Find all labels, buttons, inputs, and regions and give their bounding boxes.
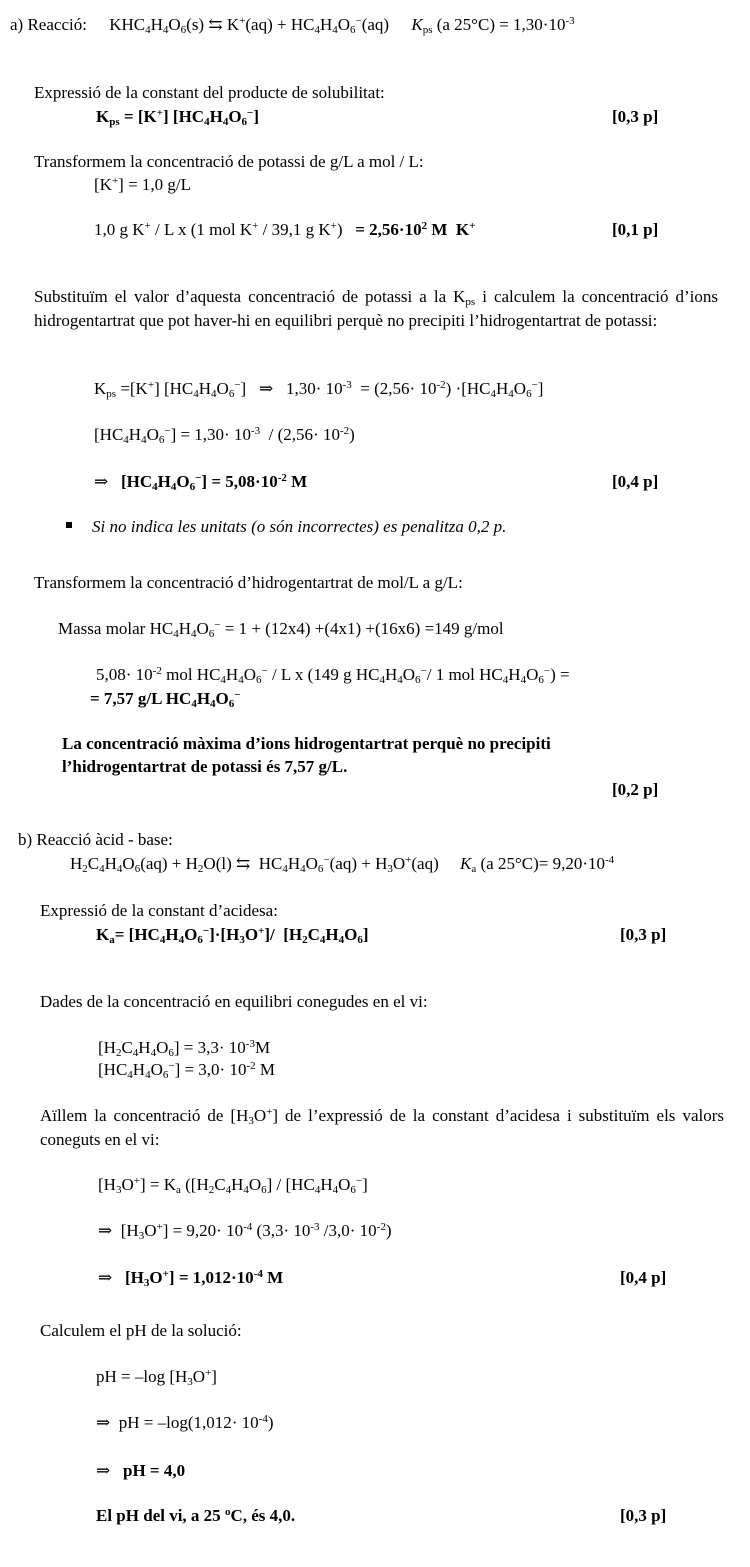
isolate-paragraph: Aïllem la concentració de $[H_3O^+]$ de l’expressió de la constant d’acidesa i substituïm els valors coneguts en el vi: [40,1106,724,1149]
hc-concentration: $[HC_4H_4O_6^-] = 3,0\cdot 10^{-2}$ M [98,1060,276,1081]
kps-expression: $K_{ps} = [K^+]$ $[HC_4H_4O_6^-]$ [96,107,259,128]
data-heading: Dades de la concentració en equilibri conegudes en el vi: [40,992,428,1011]
h3o-score: [0,4 p] [620,1268,667,1287]
molar-mass: Massa molar $HC_4H_4O_6^- = 1 + (12x4) +(4x1) +(16x6) =149$ g/mol [58,619,504,640]
h3o-substitution: ⇒ $[H_3O^+] = 9,20\cdot 10^{-4}$ ($3,3\cdot 10^{-3}$ $/3,0\cdot 10^{-2}$) [98,1221,392,1242]
k-concentration: [K+] = 1,0 g/L [94,175,192,194]
substitution-paragraph: Substituïm el valor d’aquesta concentració de potassi a la $K_{ps}$ i calculem la concentració d’ions hidrogentartrat que pot haver-hi en equilibri perquè no precipiti l’hidrogentartrat de potassi: [34,287,718,330]
ph-formula: pH = –log $[H_3O^+]$ [96,1367,217,1388]
k-conversion: 1,0 g K+ / L x (1 mol K+ / 39,1 g $K^+) = 2,56\cdot 10^2$ M K+ [94,220,476,239]
part-a-heading [10,14,575,35]
reaction-b-equation: $H_2C_4H_4O_6(aq) + H_2O(l)$ ⇆ $HC_4H_4O_6^-(aq) + H_3O^+(aq)$ $K_a$ (a $25^\circ C)= 9,20\cdot 10^{-4}$ [70,854,615,875]
hc-score: [0,4 p] [612,472,659,491]
mass-conversion: $5,08\cdot 10^{-2}$ mol $HC_4H_4O_6^-$ / L x (149 g $HC_4H_4O_6^-/$ 1 mol $HC_4H_4O_6^-$) = [96,665,570,686]
part-b-title: Reacció àcid - base: [36,830,173,849]
kps-value: $K_{ps}$ (a $25^\circ C) = 1,30\cdot 10^{-3}$ [411,15,575,36]
ph-substitution: ⇒ pH = $-\log(1,012\cdot 10^{-4})$ [96,1413,274,1432]
conclusion-a-score: [0,2 p] [612,780,659,799]
k-conversion-score: [0,1 p] [612,220,659,239]
penalty-bullet [66,522,72,528]
mass-result: = 7,57 g/L $HC_4H_4O_6^-$ [90,689,241,710]
final-score: [0,3 p] [620,1506,667,1525]
conclusion-a-line2: l’hidrogentartrat de potassi és 7,57 g/L. [62,757,348,776]
kps-substitution: $K_{ps} =[K^+]$ $[HC_4H_4O_6^-]$ ⇒ $1,30\cdot 10^{-3} = (2,56\cdot 10^{-2}) \cdot[HC_4H_4O_6^-]$ [94,379,544,400]
ka-heading: Expressió de la constant d’acidesa: [40,901,278,920]
transform1-heading: Transformem la concentració de potassi de g/L a mol / L: [34,152,424,171]
reaction-a-equation: $KHC_4H_4O_6(s)$ ⇆ $K^+(aq) + HC_4H_4O_6^-(aq)$ [109,15,390,36]
penalty-note: Si no indica les unitats (o són incorrectes) es penalitza 0,2 p. [92,517,507,536]
h2c-concentration: $[H_2C_4H_4O_6] = 3,3\cdot 10^{-3}M$ [98,1038,271,1059]
ph-heading: Calculem el pH de la solució: [40,1321,242,1340]
hc-isolation: $[HC_4H_4O_6^-] = 1,30\cdot 10^{-3} / (2,56\cdot 10^{-2})$ [94,425,355,446]
kps-heading: Expressió de la constant del producte de solubilitat: [34,83,385,102]
part-a-label: a) [10,15,24,34]
ka-expression: $K_a= [HC_4H_4O_6^-]\cdot[H_3O^+]/$ $[H_2C_4H_4O_6]$ [96,925,369,946]
h3o-expression: $[H_3O^+] = K_a$ ($[H_2C_4H_4O_6] / [HC_4H_4O_6^-]$ [98,1175,368,1196]
final-statement: El pH del vi, a 25 $^o$C, és 4,0. [96,1506,296,1525]
hc-result: ⇒ $[HC_4H_4O_6^-] = 5,08\cdot 10^{-2}$ M [94,472,308,493]
part-b-heading [18,829,173,850]
part-b-label: b) [18,830,33,849]
ph-result: ⇒ pH = 4,0 [96,1461,186,1480]
h3o-result: ⇒ $[H_3O^+] = 1,012\cdot 10^{-4}$ M [98,1268,284,1289]
part-a-title: Reacció: [27,15,87,34]
ka-score: [0,3 p] [620,925,667,944]
conclusion-a-line1: La concentració màxima d’ions hidrogentartrat perquè no precipiti [62,734,551,753]
kps-score: [0,3 p] [612,107,659,126]
transform2-heading: Transformem la concentració d’hidrogentartrat de mol/L a g/L: [34,573,463,592]
